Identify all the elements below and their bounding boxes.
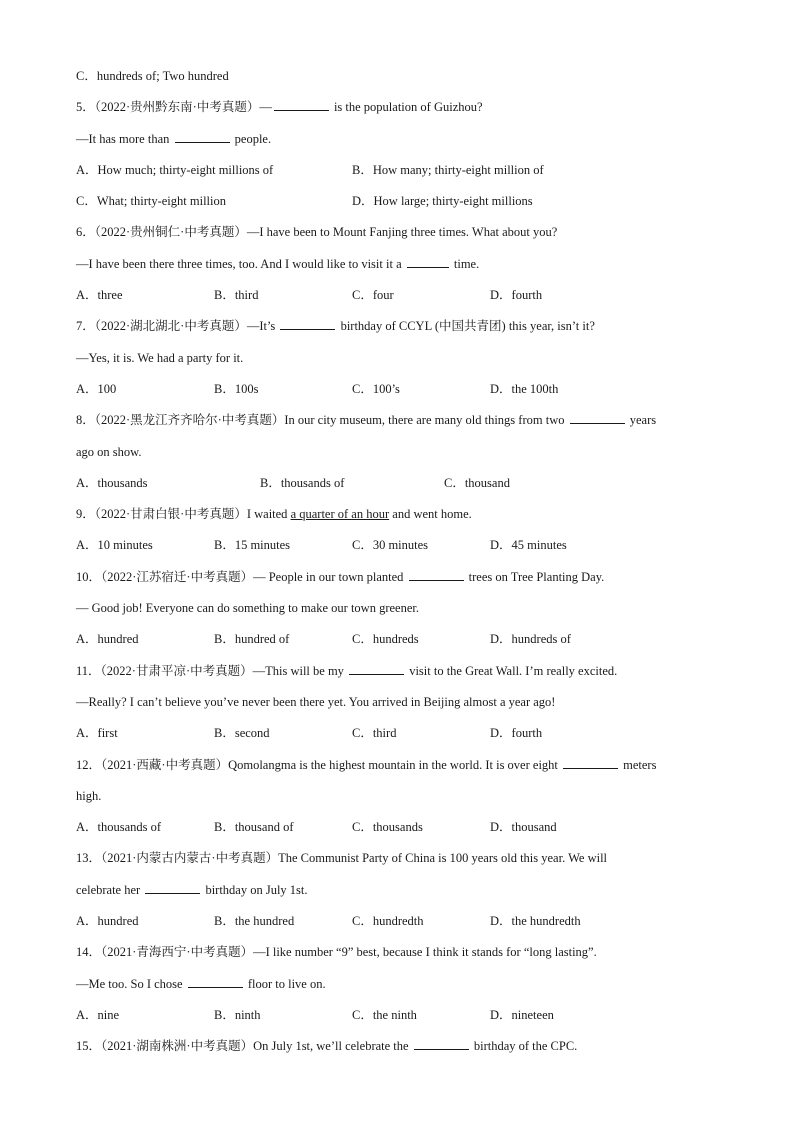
q6-option-a[interactable]: A．three xyxy=(76,288,123,303)
q9-option-a[interactable]: A．10 minutes xyxy=(76,538,153,553)
q14-reply xyxy=(76,972,726,1003)
q6-options xyxy=(76,283,726,314)
q14-reply-text: —Me too. So I chose xyxy=(76,976,186,991)
q14-stem: 14．（2021·青海西宁·中考真题）—I like number “9” best, because I think it stands for “long lasting”. xyxy=(76,945,597,960)
q10-prefix: 10．（2022·江苏宿迁·中考真题）— People in our town planted xyxy=(76,569,407,584)
q6-reply-rest: time. xyxy=(450,256,480,271)
answer-blank[interactable] xyxy=(407,253,449,268)
answer-blank[interactable] xyxy=(188,973,243,988)
q12-prefix: 12．（2021·西藏·中考真题）Qomolangma is the highest mountain in the world. It is over eight xyxy=(76,757,562,772)
q12-option-d[interactable]: D．thousand xyxy=(490,820,557,835)
q6-option-b[interactable]: B．third xyxy=(214,288,259,303)
q5-option-a[interactable]: A．How much; thirty-eight millions of xyxy=(76,162,274,177)
q9-options xyxy=(76,533,726,564)
q7-option-d[interactable]: D．the 100th xyxy=(490,381,559,396)
q9-prefix: 9．（2022·甘肃白银·中考真题）I waited xyxy=(76,507,291,522)
answer-blank[interactable] xyxy=(349,660,404,675)
q15-stem-rest: birthday of the CPC. xyxy=(470,1039,578,1054)
q7-option-a[interactable]: A．100 xyxy=(76,381,117,396)
q11-option-a[interactable]: A．first xyxy=(76,726,118,741)
q8-option-c[interactable]: C．thousand xyxy=(444,475,510,490)
q6-reply-text: —I have been there three times, too. And I would like to visit it a xyxy=(76,256,405,271)
q14-option-a[interactable]: A．nine xyxy=(76,1007,120,1022)
q8-stem xyxy=(76,408,726,439)
q10-option-a[interactable]: A．hundred xyxy=(76,632,139,647)
q5-reply-rest: people. xyxy=(231,131,272,146)
q10-option-b[interactable]: B．hundred of xyxy=(214,632,290,647)
q7-options xyxy=(76,377,726,408)
q8-option-a[interactable]: A．thousands xyxy=(76,475,148,490)
q12-option-b[interactable]: B．thousand of xyxy=(214,820,294,835)
q10-reply: — Good job! Everyone can do something to make our town greener. xyxy=(76,601,419,616)
answer-blank[interactable] xyxy=(175,128,230,143)
q12-stem-rest: meters xyxy=(620,757,657,772)
q6-option-c[interactable]: C．four xyxy=(352,288,394,303)
q10-option-c[interactable]: C．hundreds xyxy=(352,632,419,647)
q11-option-b[interactable]: B．second xyxy=(214,726,270,741)
q9-stem-rest: and went home. xyxy=(389,507,472,522)
answer-blank[interactable] xyxy=(145,879,200,894)
q12-option-c[interactable]: C．thousands xyxy=(352,820,423,835)
q14-options xyxy=(76,1003,726,1034)
q5-reply-text: —It has more than xyxy=(76,131,173,146)
q14-reply-rest: floor to live on. xyxy=(244,976,326,991)
q13-options xyxy=(76,909,726,940)
q15-prefix: 15．（2021·湖南株洲·中考真题）On July 1st, we’ll celebrate the xyxy=(76,1039,412,1054)
q14-option-b[interactable]: B．ninth xyxy=(214,1007,261,1022)
q13-option-b[interactable]: B．the hundred xyxy=(214,914,295,929)
exam-page xyxy=(76,64,726,1066)
q9-option-c[interactable]: C．30 minutes xyxy=(352,538,429,553)
q14-option-d[interactable]: D．nineteen xyxy=(490,1007,554,1022)
q12-stem-cont: high. xyxy=(76,788,102,803)
q11-stem-rest: visit to the Great Wall. I’m really excited. xyxy=(406,663,618,678)
q13-stem: 13．（2021·内蒙古内蒙古·中考真题）The Communist Party of China is 100 years old this year. We will xyxy=(76,851,608,866)
q5-prefix: 5．（2022·贵州黔东南·中考真题）— xyxy=(76,100,272,115)
q5-option-c[interactable]: C．What; thirty-eight million xyxy=(76,194,226,209)
q4-option-c: C．hundreds of; Two hundred xyxy=(76,69,229,83)
answer-blank[interactable] xyxy=(570,409,625,424)
q7-option-b[interactable]: B．100s xyxy=(214,381,259,396)
answer-blank[interactable] xyxy=(280,315,335,330)
q6-option-d[interactable]: D．fourth xyxy=(490,288,543,303)
q5-option-b[interactable]: B．How many; thirty-eight million of xyxy=(352,162,544,177)
q11-options xyxy=(76,721,726,752)
q10-options xyxy=(76,627,726,658)
q7-stem xyxy=(76,314,726,345)
q12-option-a[interactable]: A．thousands of xyxy=(76,820,162,835)
q10-stem xyxy=(76,565,726,596)
q14-option-c[interactable]: C．the ninth xyxy=(352,1007,417,1022)
q8-options xyxy=(76,471,726,502)
q13-cont-text: celebrate her xyxy=(76,882,144,897)
q11-reply: —Really? I can’t believe you’ve never been there yet. You arrived in Beijing almost a year ago! xyxy=(76,694,556,709)
answer-blank[interactable] xyxy=(414,1035,469,1050)
answer-blank[interactable] xyxy=(274,96,329,111)
q13-stem-cont xyxy=(76,878,726,909)
q13-cont-rest: birthday on July 1st. xyxy=(202,882,308,897)
q7-prefix: 7．（2022·湖北湖北·中考真题）—It’s xyxy=(76,319,279,334)
q9-option-b[interactable]: B．15 minutes xyxy=(214,538,291,553)
q8-option-b[interactable]: B．thousands of xyxy=(260,475,345,490)
q5-options-row1 xyxy=(76,158,726,189)
q8-prefix: 8．（2022·黑龙江齐齐哈尔·中考真题）In our city museum, there are many old things from two xyxy=(76,413,568,428)
answer-blank[interactable] xyxy=(563,754,618,769)
q9-stem xyxy=(76,502,726,533)
q10-stem-rest: trees on Tree Planting Day. xyxy=(465,569,605,584)
q11-option-c[interactable]: C．third xyxy=(352,726,397,741)
q5-reply xyxy=(76,127,726,158)
q9-underlined-phrase: a quarter of an hour xyxy=(290,507,390,522)
q12-stem xyxy=(76,753,726,784)
q12-options xyxy=(76,815,726,846)
q8-stem-rest: years xyxy=(626,413,657,428)
q5-stem-rest: is the population of Guizhou? xyxy=(330,100,483,115)
q15-stem xyxy=(76,1034,726,1065)
q13-option-a[interactable]: A．hundred xyxy=(76,914,139,929)
q9-option-d[interactable]: D．45 minutes xyxy=(490,538,567,553)
q7-reply: —Yes, it is. We had a party for it. xyxy=(76,350,244,365)
q11-stem xyxy=(76,659,726,690)
q6-reply xyxy=(76,252,726,283)
q11-option-d[interactable]: D．fourth xyxy=(490,726,543,741)
q6-stem: 6．（2022·贵州铜仁·中考真题）—I have been to Mount Fanjing three times. What about you? xyxy=(76,225,558,240)
q11-prefix: 11．（2022·甘肃平凉·中考真题）—This will be my xyxy=(76,663,348,678)
q10-option-d[interactable]: D．hundreds of xyxy=(490,632,571,647)
q7-stem-rest: birthday of CCYL (中国共青团) this year, isn’t it? xyxy=(337,319,595,334)
q5-stem xyxy=(76,95,726,126)
q13-option-d[interactable]: D．the hundredth xyxy=(490,914,581,929)
q7-option-c[interactable]: C．100’s xyxy=(352,381,400,396)
q13-option-c[interactable]: C．hundredth xyxy=(352,914,424,929)
q5-options-row2 xyxy=(76,189,726,220)
q5-option-d[interactable]: D．How large; thirty-eight millions xyxy=(352,194,533,209)
q8-stem-cont: ago on show. xyxy=(76,444,142,459)
answer-blank[interactable] xyxy=(409,566,464,581)
